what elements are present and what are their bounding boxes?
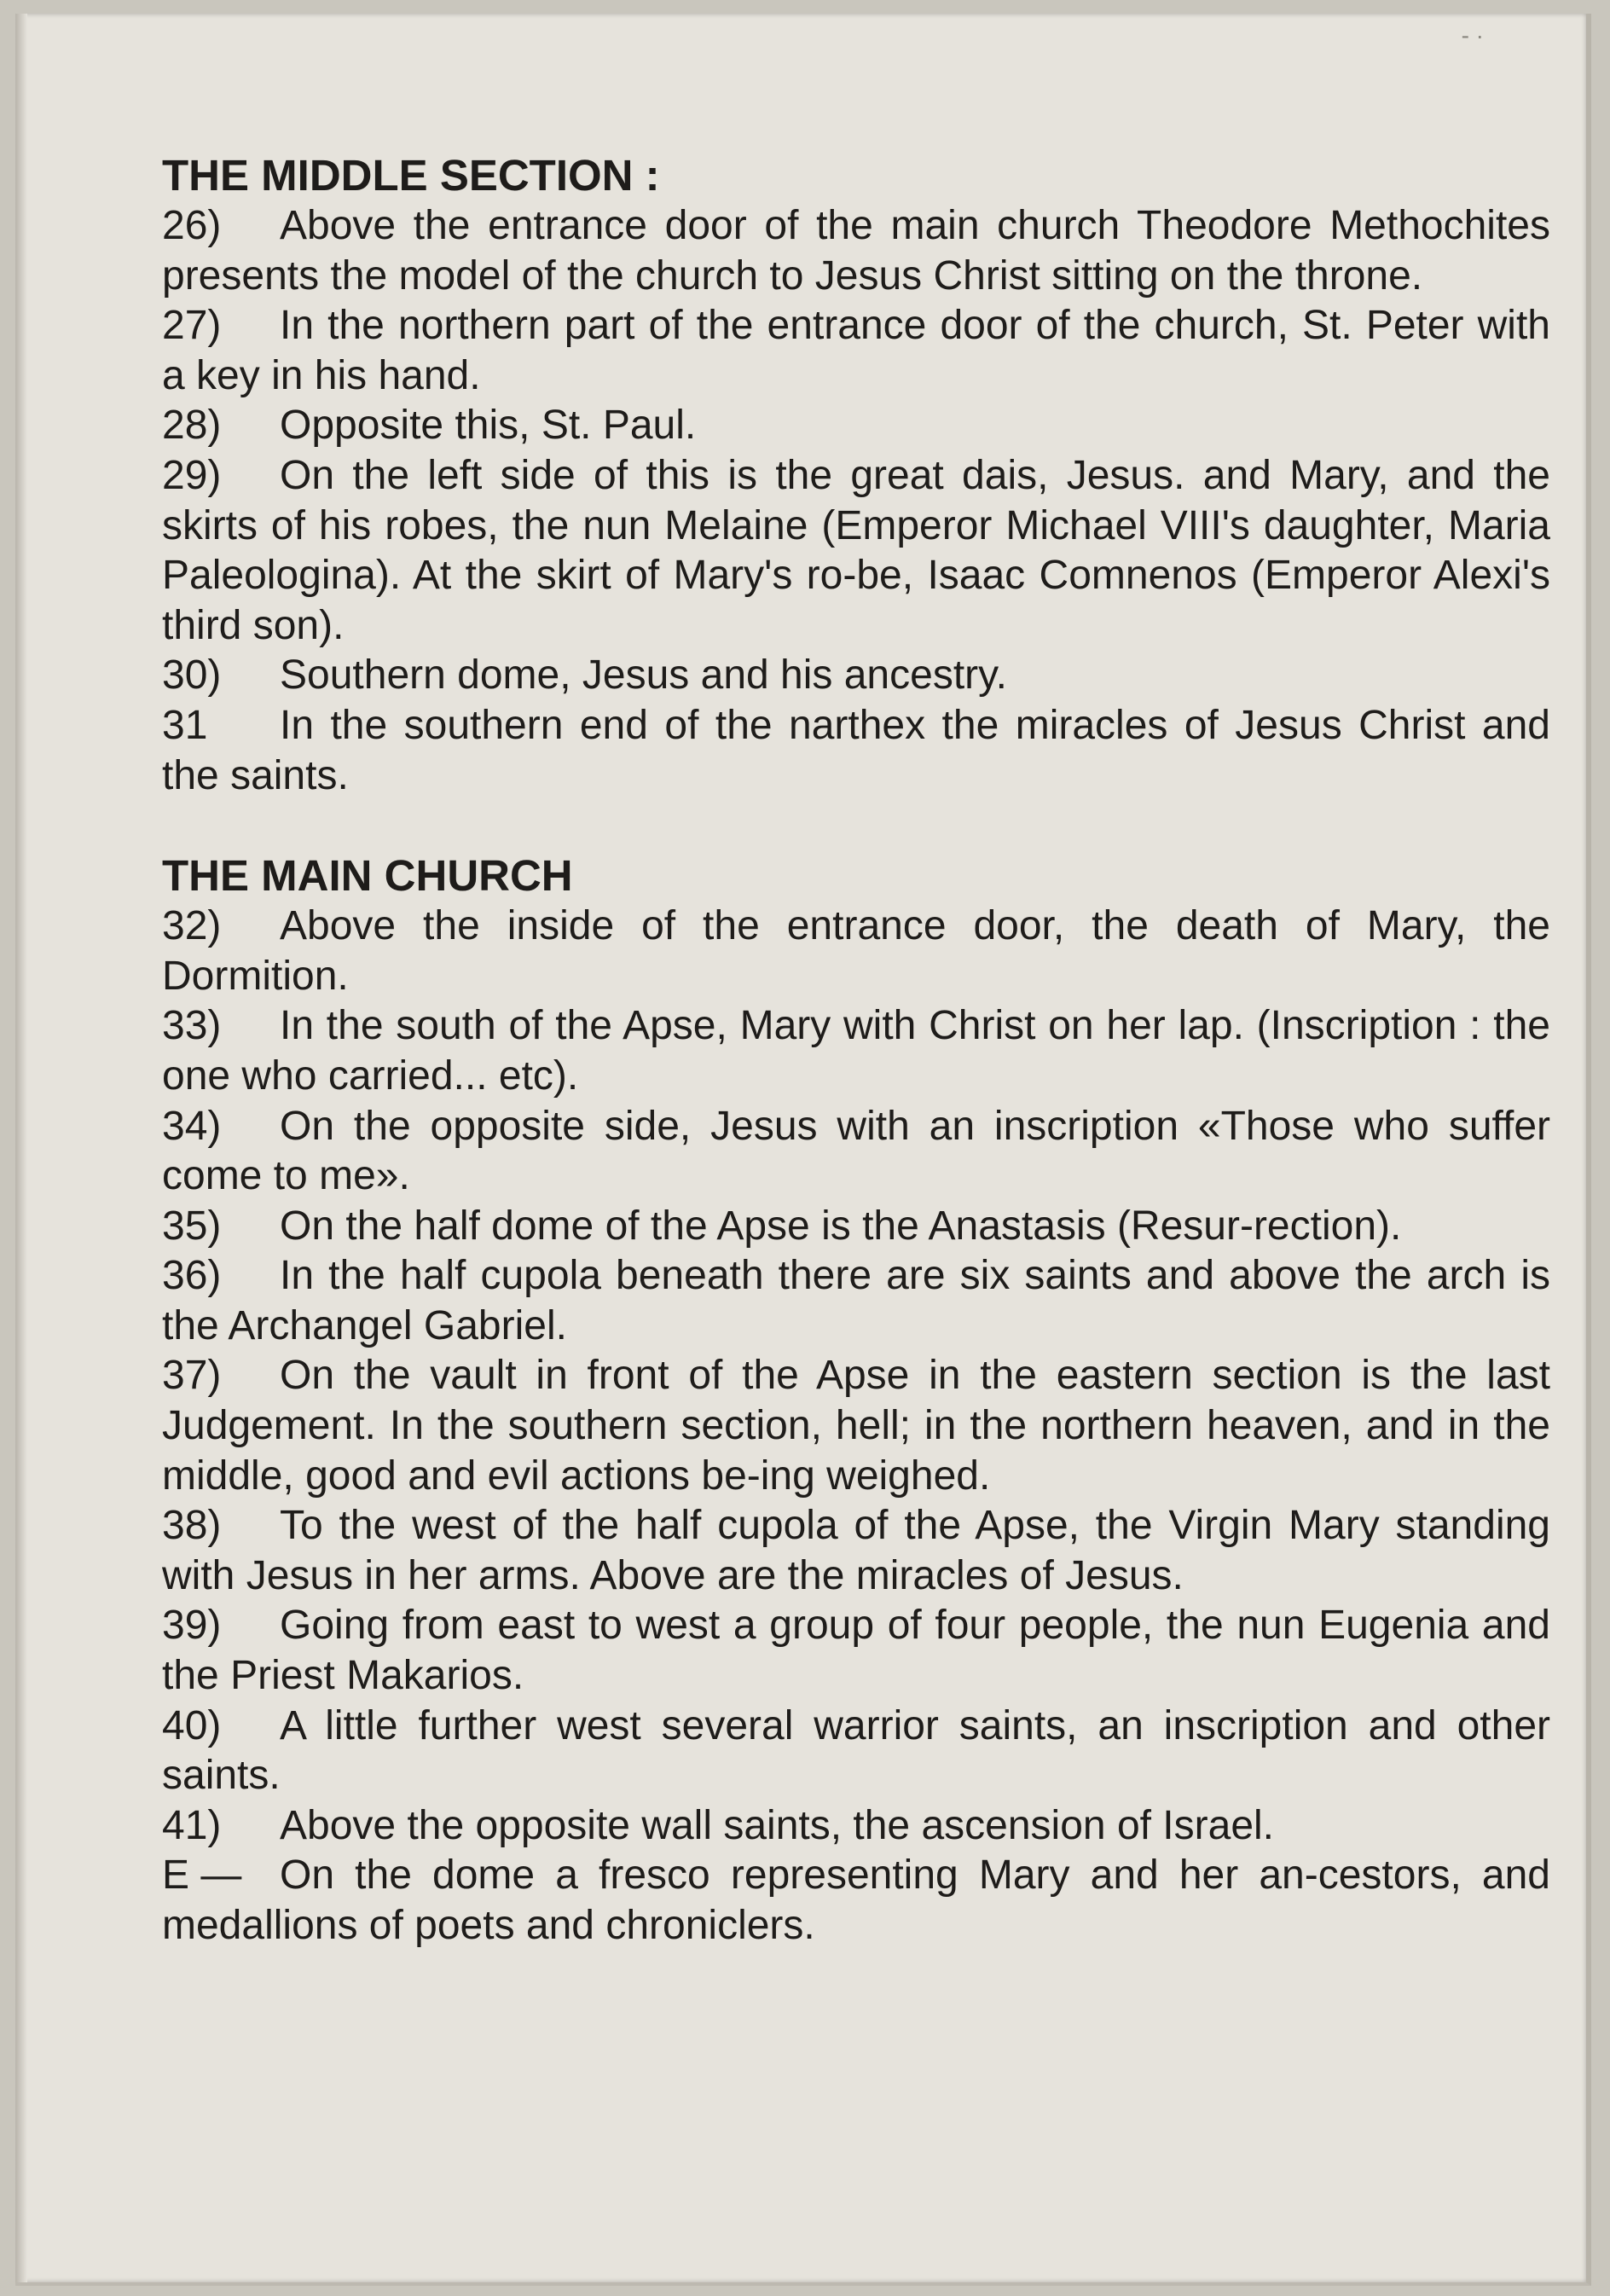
entry-32 (162, 902, 1550, 1001)
entry-33 (162, 1001, 1550, 1101)
entry-number: 39) (162, 1603, 222, 1649)
entry-text: Going from east to west a group of four people, the nun Eugenia and the Priest Makarios. (162, 1603, 1550, 1699)
entry-37 (162, 1351, 1550, 1501)
entry-number: 28) (162, 403, 222, 449)
entry-number: 27) (162, 303, 222, 349)
entry-number: 38) (162, 1503, 222, 1549)
document-body (162, 150, 1550, 1951)
document-page (15, 14, 1591, 2286)
entry-text: On the vault in front of the Apse in the eastern section is the last Judgement. In the southern section, hell; in the northern heaven, and in the middle, good and evil actions be-ing weighed. (162, 1353, 1550, 1499)
middle-section-heading: THE MIDDLE SECTION : (162, 151, 660, 200)
entry-number: E — (162, 1852, 242, 1899)
entry-text: Above the entrance door of the main church Theodore Methochites presents the model of the church to Jesus Christ sitting on the throne. (162, 203, 1550, 299)
entry-number: 31 (162, 702, 208, 748)
entry-35 (162, 1202, 1550, 1252)
entry-number: 29) (162, 452, 222, 498)
entry-text: A little further west several warrior saints, an inscription and other saints. (162, 1702, 1550, 1799)
main-church-list (162, 902, 1550, 1951)
entry-39 (162, 1601, 1550, 1701)
entry-number: 34) (162, 1103, 222, 1149)
entry-number: 32) (162, 903, 222, 949)
entry-29 (162, 451, 1550, 651)
entry-26 (162, 201, 1550, 301)
entry-41 (162, 1801, 1550, 1852)
entry-number: 36) (162, 1253, 222, 1299)
entry-number: 41) (162, 1802, 222, 1848)
entry-number: 35) (162, 1203, 222, 1249)
entry-text: On the left side of this is the great dais, Jesus. and Mary, and the skirts of his robes, the nun Melaine (Emperor Michael VIII's daughter, Maria Paleologina). At the skirt of Mary's ro-be, Isaac Comnenos (Emperor Alexi's third son). (162, 452, 1550, 648)
entry-28 (162, 401, 1550, 451)
entry-number: 33) (162, 1003, 222, 1049)
entry-e (162, 1851, 1550, 1951)
page-folio-mark: - · (1461, 22, 1484, 49)
main-church-heading: THE MAIN CHURCH (162, 851, 573, 901)
entry-31 (162, 701, 1550, 801)
entry-text: On the opposite side, Jesus with an inscription «Those who suffer come to me». (162, 1103, 1550, 1199)
entry-text: In the south of the Apse, Mary with Christ on her lap. (Inscription : the one who carried... etc). (162, 1003, 1550, 1099)
entry-number: 26) (162, 203, 222, 248)
entry-36 (162, 1251, 1550, 1351)
entry-text: Above the opposite wall saints, the ascension of Israel. (280, 1802, 1275, 1848)
middle-section-list (162, 201, 1550, 801)
entry-38 (162, 1501, 1550, 1601)
entry-text: Southern dome, Jesus and his ancestry. (280, 652, 1007, 699)
entry-text: In the southern end of the narthex the miracles of Jesus Christ and the saints. (162, 702, 1550, 798)
entry-number: 40) (162, 1702, 222, 1748)
entry-34 (162, 1102, 1550, 1202)
entry-number: 37) (162, 1353, 222, 1399)
entry-30 (162, 651, 1550, 701)
entry-text: In the northern part of the entrance door of the church, St. Peter with a key in his hand. (162, 303, 1550, 398)
entry-text: Opposite this, St. Paul. (280, 403, 697, 449)
section-spacer (162, 801, 1550, 850)
entry-text: On the dome a fresco representing Mary and her an-cestors, and medallions of poets and chroniclers. (162, 1852, 1550, 1948)
entry-text: In the half cupola beneath there are six saints and above the arch is the Archangel Gabriel. (162, 1253, 1550, 1348)
entry-27 (162, 301, 1550, 401)
entry-text: On the half dome of the Apse is the Anastasis (Resur-rection). (280, 1203, 1402, 1249)
entry-text: To the west of the half cupola of the Apse, the Virgin Mary standing with Jesus in her arms. Above are the miracles of Jesus. (162, 1503, 1550, 1598)
entry-40 (162, 1702, 1550, 1801)
page-gutter-shadow (15, 14, 27, 2282)
entry-text: Above the inside of the entrance door, the death of Mary, the Dormition. (162, 903, 1550, 999)
entry-number: 30) (162, 652, 222, 699)
